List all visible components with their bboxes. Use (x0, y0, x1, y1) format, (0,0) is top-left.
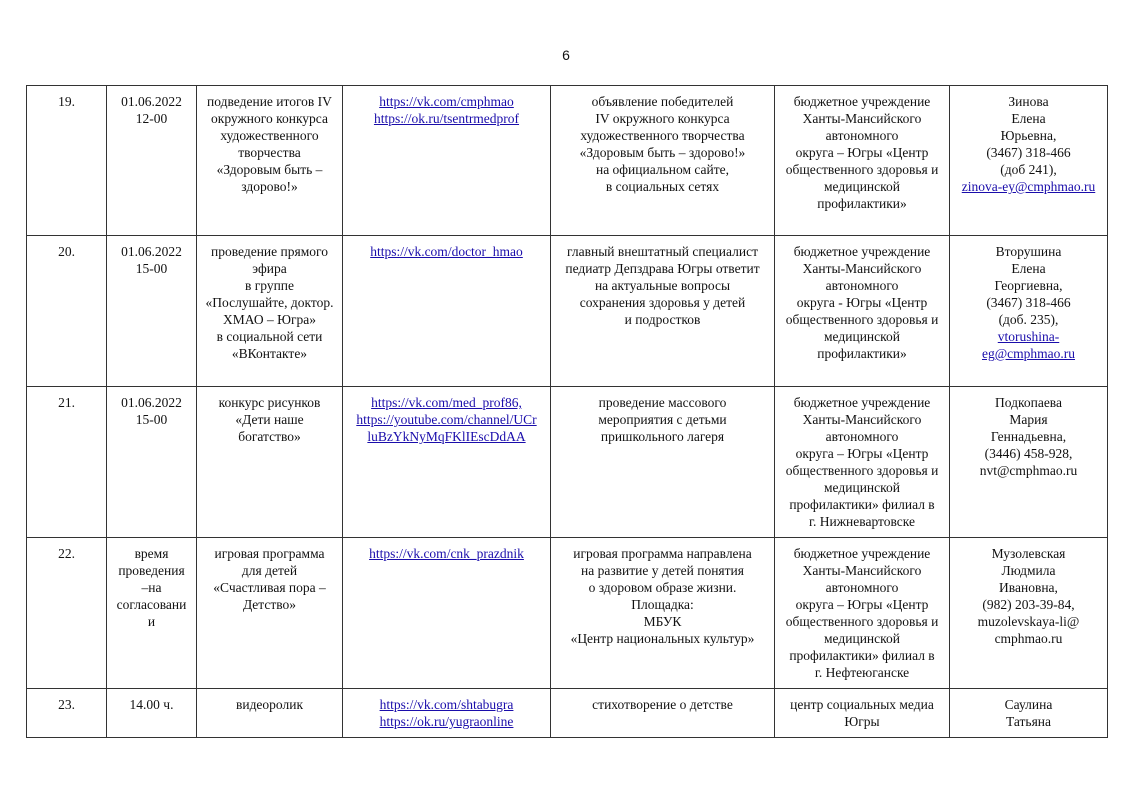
date-line: 15-00 (135, 412, 168, 427)
contact-line: nvt@cmphmao.ru (979, 463, 1078, 478)
date-line: время (134, 546, 169, 561)
organizer-line: медицинской (824, 480, 900, 495)
contact-line: Елена (1011, 261, 1046, 276)
contact-line: Геннадьевна, (990, 429, 1067, 444)
contact-cell (950, 387, 1108, 538)
row-number-cell (27, 236, 107, 387)
description-line: стихотворение о детстве (592, 697, 733, 712)
contact-line: Георгиевна, (994, 278, 1063, 293)
event-line: творчества (238, 145, 301, 160)
contact-line: muzolevskaya-li@ (977, 614, 1080, 629)
date-line: и (147, 614, 156, 629)
contact-line: Людмила (1001, 563, 1056, 578)
event-line: здорово!» (241, 179, 298, 194)
event-cell (197, 689, 343, 738)
row-number-cell (27, 689, 107, 738)
page-number: 6 (562, 47, 570, 63)
description-cell (551, 236, 775, 387)
table-row (27, 236, 1108, 387)
description-line: IV окружного конкурса (595, 111, 730, 126)
row-number: 20. (58, 244, 75, 259)
description-line: объявление победителей (591, 94, 734, 109)
organizer-line: профилактики» (817, 346, 907, 361)
organizer-line: медицинской (824, 329, 900, 344)
organizer-line: автономного (825, 278, 899, 293)
event-line: ХМАО – Югра» (223, 312, 316, 327)
contact-cell (950, 236, 1108, 387)
event-line: подведение итогов IV (207, 94, 332, 109)
contact-cell (950, 86, 1108, 236)
contact-line: Мария (1009, 412, 1048, 427)
organizer-line: Ханты-Мансийского (802, 412, 922, 427)
description-line: «Здоровым быть – здорово!» (579, 145, 746, 160)
organizer-line: общественного здоровья и (785, 162, 939, 177)
organizer-line: автономного (825, 429, 899, 444)
table-row (27, 86, 1108, 236)
event-line: игровая программа (214, 546, 325, 561)
date-line: 12-00 (135, 111, 168, 126)
organizer-line: г. Нижневартовске (808, 514, 916, 529)
event-cell (197, 86, 343, 236)
event-line: художественного (220, 128, 319, 143)
date-line: проведения (118, 563, 185, 578)
links-cell (343, 689, 551, 738)
description-cell (551, 387, 775, 538)
organizer-line: профилактики» филиал в (789, 648, 935, 663)
description-line: и подростков (624, 312, 701, 327)
description-line: на развитие у детей понятия (581, 563, 744, 578)
event-link[interactable]: https://ok.ru/yugraonline (379, 714, 514, 729)
description-line: Площадка: (631, 597, 694, 612)
date-line: –на (141, 580, 162, 595)
date-cell (107, 538, 197, 689)
organizer-line: общественного здоровья и (785, 614, 939, 629)
contact-line: (982) 203-39-84, (982, 597, 1075, 612)
contact-cell (950, 689, 1108, 738)
event-line: проведение прямого (211, 244, 328, 259)
event-link[interactable]: https://vk.com/cmphmao (379, 94, 514, 109)
organizer-cell (775, 689, 950, 738)
row-number-cell (27, 387, 107, 538)
contact-line: Елена (1011, 111, 1046, 126)
organizer-line: профилактики» (817, 196, 907, 211)
organizer-cell (775, 86, 950, 236)
contact-line: (3467) 318-466 (986, 145, 1071, 160)
event-line: «ВКонтакте» (231, 346, 308, 361)
date-cell (107, 689, 197, 738)
event-line: для детей (241, 563, 298, 578)
description-cell (551, 689, 775, 738)
description-line: «Центр национальных культур» (570, 631, 755, 646)
event-line: эфира (252, 261, 287, 276)
contact-email-link[interactable]: eg@cmphmao.ru (981, 346, 1076, 361)
organizer-line: автономного (825, 128, 899, 143)
row-number: 22. (58, 546, 75, 561)
date-line: 01.06.2022 (121, 395, 182, 410)
organizer-line: бюджетное учреждение (793, 546, 931, 561)
description-line: мероприятия с детьми (598, 412, 727, 427)
organizer-line: общественного здоровья и (785, 312, 939, 327)
organizer-line: г. Нефтеюганске (814, 665, 910, 680)
table-row (27, 538, 1108, 689)
links-cell (343, 538, 551, 689)
contact-line: (3467) 318-466 (986, 295, 1071, 310)
event-line: в группе (244, 278, 295, 293)
description-line: сохранения здоровья у детей (579, 295, 746, 310)
event-link[interactable]: luBzYkNyMqFKlIEscDdAA (367, 429, 526, 444)
event-line: в социальной сети (216, 329, 323, 344)
organizer-line: медицинской (824, 179, 900, 194)
description-line: МБУК (643, 614, 682, 629)
event-line: Детство» (242, 597, 297, 612)
event-cell (197, 236, 343, 387)
date-cell (107, 236, 197, 387)
organizer-line: бюджетное учреждение (793, 94, 931, 109)
description-cell (551, 86, 775, 236)
description-line: игровая программа направлена (573, 546, 752, 561)
organizer-line: округа – Югры «Центр (795, 597, 929, 612)
organizer-cell (775, 538, 950, 689)
row-number: 21. (58, 395, 75, 410)
date-cell (107, 387, 197, 538)
contact-line: Татьяна (1005, 714, 1052, 729)
event-cell (197, 538, 343, 689)
organizer-line: Ханты-Мансийского (802, 563, 922, 578)
contact-line: Подкопаева (995, 395, 1062, 410)
organizer-line: Ханты-Мансийского (802, 261, 922, 276)
description-line: на актуальные вопросы (594, 278, 731, 293)
event-link[interactable]: https://vk.com/doctor_hmao (370, 244, 523, 259)
links-cell (343, 86, 551, 236)
organizer-line: округа - Югры «Центр (796, 295, 928, 310)
contact-line: Ивановна, (999, 580, 1058, 595)
date-line: 01.06.2022 (121, 94, 182, 109)
event-line: «Здоровым быть – (216, 162, 323, 177)
row-number: 23. (58, 697, 75, 712)
contact-line: (доб 241), (1000, 162, 1057, 177)
description-line: о здоровом образе жизни. (588, 580, 737, 595)
contact-line: Вторушина (995, 244, 1062, 259)
date-cell (107, 86, 197, 236)
description-line: главный внештатный специалист (567, 244, 758, 259)
event-link[interactable]: https://vk.com/shtabugra (379, 697, 514, 712)
organizer-cell (775, 387, 950, 538)
organizer-line: автономного (825, 580, 899, 595)
event-line: «Дети наше (235, 412, 304, 427)
organizer-line: медицинской (824, 631, 900, 646)
event-link[interactable]: https://vk.com/cnk_prazdnik (369, 546, 524, 561)
contact-line: Зинова (1008, 94, 1049, 109)
table-row (27, 387, 1108, 538)
row-number: 19. (58, 94, 75, 109)
table-row (27, 689, 1108, 738)
event-line: «Счастливая пора – (213, 580, 326, 595)
description-line: проведение массового (598, 395, 727, 410)
date-line: согласовани (116, 597, 187, 612)
date-line: 14.00 ч. (129, 697, 174, 712)
organizer-cell (775, 236, 950, 387)
description-line: художественного творчества (580, 128, 745, 143)
links-cell (343, 236, 551, 387)
event-link[interactable]: https://youtube.com/channel/UCr (356, 412, 537, 427)
events-table (26, 85, 1108, 738)
organizer-line: профилактики» филиал в (789, 497, 935, 512)
contact-line: (3446) 458-928, (984, 446, 1073, 461)
event-line: «Послушайте, доктор. (205, 295, 334, 310)
date-line: 15-00 (135, 261, 168, 276)
description-cell (551, 538, 775, 689)
organizer-line: Ханты-Мансийского (802, 111, 922, 126)
event-link[interactable]: https://ok.ru/tsentrmedprof (373, 111, 520, 126)
contact-line: Саулина (1004, 697, 1053, 712)
contact-line: Юрьевна, (1000, 128, 1057, 143)
contact-line: Музолевская (991, 546, 1066, 561)
row-number-cell (27, 86, 107, 236)
description-line: пришкольного лагеря (600, 429, 725, 444)
event-line: богатство» (238, 429, 301, 444)
organizer-line: бюджетное учреждение (793, 395, 931, 410)
organizer-line: общественного здоровья и (785, 463, 939, 478)
organizer-line: округа – Югры «Центр (795, 446, 929, 461)
description-line: в социальных сетях (605, 179, 720, 194)
description-line: педиатр Депздрава Югры ответит (565, 261, 760, 276)
organizer-line: Югры (844, 714, 880, 729)
event-line: конкурс рисунков (218, 395, 321, 410)
event-line: окружного конкурса (211, 111, 328, 126)
date-line: 01.06.2022 (121, 244, 182, 259)
description-line: на официальном сайте, (595, 162, 730, 177)
contact-cell (950, 538, 1108, 689)
contact-email-link[interactable]: zinova-ey@cmphmao.ru (961, 179, 1096, 194)
event-link[interactable]: https://vk.com/med_prof86, (371, 395, 522, 410)
event-line: видеоролик (235, 697, 304, 712)
organizer-line: округа – Югры «Центр (795, 145, 929, 160)
row-number-cell (27, 538, 107, 689)
contact-email-link[interactable]: vtorushina- (997, 329, 1060, 344)
organizer-line: бюджетное учреждение (793, 244, 931, 259)
links-cell (343, 387, 551, 538)
event-cell (197, 387, 343, 538)
contact-line: cmphmao.ru (994, 631, 1063, 646)
organizer-line: центр социальных медиа (790, 697, 934, 712)
contact-line: (доб. 235), (998, 312, 1059, 327)
